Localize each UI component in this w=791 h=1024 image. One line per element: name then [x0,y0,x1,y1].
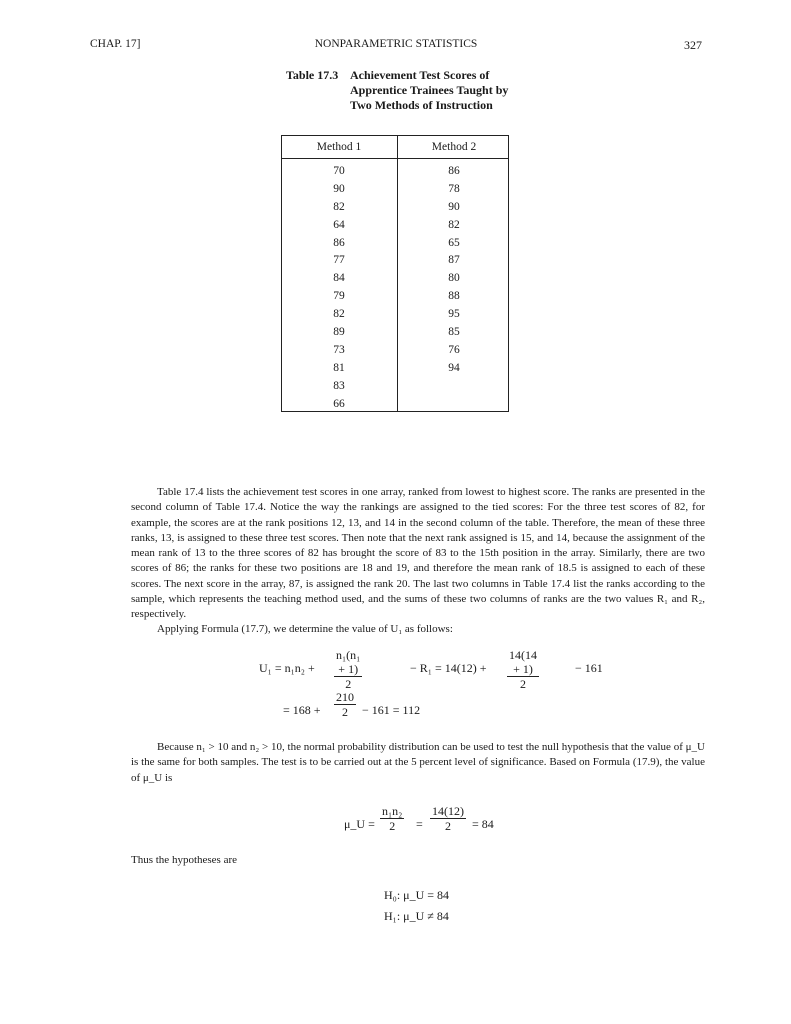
table-cell: 95 [448,308,460,321]
table-cell: 76 [448,343,460,356]
numerator: 14(12) [432,804,464,818]
table-cell: 90 [333,182,345,195]
eq-text: U₁ = n₁n₂ + [259,661,315,675]
paragraph-ranking-explanation: Table 17.4 lists the achievement test scores in one array, ranked from lowest to highest score. The ranks are presented in the second column of Table 17.4. Notice the way the rankings are assigned to the tied scores: For the three test scores of 82, for example, the scores are at the rank positions 12, 13, and 14 in the second column of the table. Therefore, the mean of these three ranks, 13, is assigned to these three test scores. Then note that the next rank assigned is 15, and 14, because the assignment of the mean rank of 13 to the three scores of 82 has brought the score of 83 to the 15th position in the array. Similarly, there are two scores of 86; the ranks for these two positions are 18 and 19, and therefore the mean rank of 18.5 is assigned to each of these scores. The next score in the array, 87, is assigned the rank 20. The last two columns in Table 17.4 list the ranks according to the sample, which represents the teaching method used, and the sums of these two columns of ranks are the two values R₁ and R₂, respectively. [131,486,705,621]
eq-text: μ_U = [344,817,375,831]
table-cell: 77 [333,254,345,267]
table-title: Achievement Test Scores of Apprentice Trainees Taught by Two Methods of Instruction [350,68,509,112]
table-cell: 88 [448,290,460,303]
numerator: n₁(n₁ + 1) [336,648,361,676]
numerator: n₁n₂ [382,804,403,818]
running-head [90,38,702,54]
eq-text: = 168 + [283,703,321,717]
eq-text: = 84 [472,817,494,831]
fraction [380,804,404,833]
table-cell: 94 [448,361,460,374]
scores-table [281,135,509,412]
table-cell: 83 [333,379,345,392]
table-cell: 82 [333,200,345,213]
table-label: Table 17.3 [286,68,339,82]
table-cell: 90 [448,200,460,213]
table-cell: 89 [333,326,345,339]
eq-text: − 161 [575,661,603,675]
table-cell: 65 [448,236,460,249]
eq-text: − R₁ = 14(12) + [410,661,487,675]
hypothesis-alternative [384,909,449,923]
table-cell: 85 [448,326,460,339]
column-header: Method 1 [316,141,362,153]
numerator: 14(14 + 1) [509,648,537,676]
denominator: 2 [430,818,466,833]
denominator: 2 [507,676,539,691]
table-cell: 86 [448,165,460,177]
denominator: 2 [380,818,404,833]
eq-text: = [416,817,423,831]
paragraph-hypotheses-intro: Thus the hypotheses are [131,854,237,866]
table-cell: 82 [333,308,345,321]
chapter-label: CHAP. 17] [90,38,141,50]
chapter-title: NONPARAMETRIC STATISTICS [314,38,478,50]
fraction [507,648,539,691]
fraction [334,648,362,691]
table-cell: 80 [448,272,460,285]
fraction [430,804,466,833]
table-cell: 82 [448,218,460,231]
paragraph-normal-approximation: Because n₁ > 10 and n₂ > 10, the normal probability distribution can be used to test the null hypothesis that the value of μ_U is the same for both samples. The test is to be carried out at the 5 percent level of significance. Based on Formula (17.9), the value of μ_U is [131,741,705,784]
table-cell: 84 [333,272,345,285]
h0-text: H₀: μ_U = 84 [384,888,450,902]
numerator: 210 [336,690,354,704]
table-cell: 86 [333,236,345,249]
table-cell: 79 [333,290,345,303]
fraction [334,690,356,719]
paragraph-formula-intro: Applying Formula (17.7), we determine the value of U₁ as follows: [157,623,453,635]
column-header: Method 2 [431,141,477,153]
h1-text: H₁: μ_U ≠ 84 [384,909,449,923]
method-1-column [282,136,396,413]
table-cell: 81 [333,361,345,374]
table-cell: 78 [448,182,460,195]
table-cell: 87 [448,254,460,267]
denominator: 2 [334,676,362,691]
page-number: 327 [684,38,702,52]
hypothesis-null [384,888,449,902]
method-2-column [397,136,511,378]
table-cell: 73 [333,343,345,356]
table-cell: 66 [333,397,345,410]
eq-text: − 161 = 112 [362,703,421,717]
table-cell: 70 [333,165,345,177]
table-cell: 64 [333,218,345,231]
denominator: 2 [334,704,356,719]
